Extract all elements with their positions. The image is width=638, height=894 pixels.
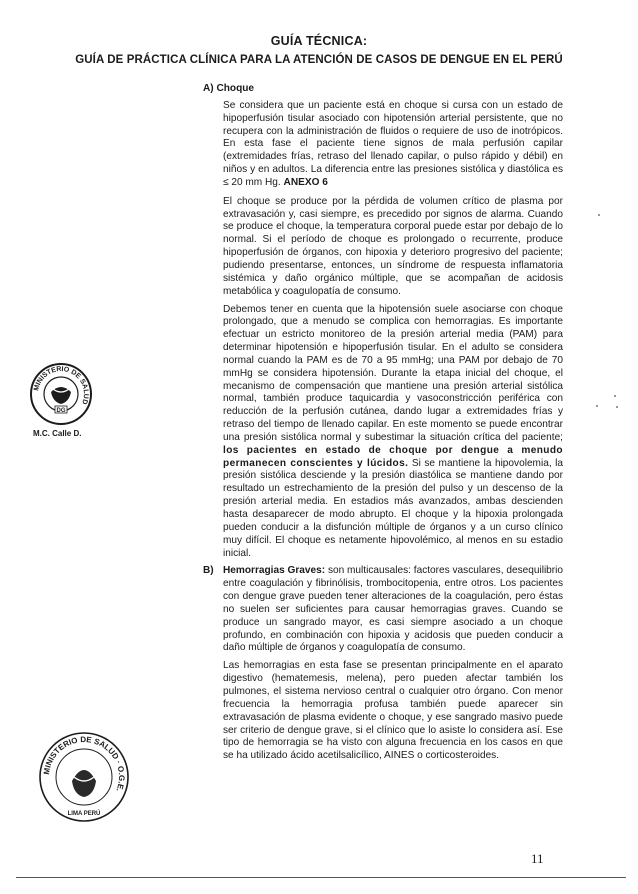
- ministry-stamp-top: [29, 362, 93, 426]
- section-b-paragraph-1: son multicausales: factores vasculares, desequilibrio entre coagulación y fibrinólisis, trombocitopenia, entre otros. Los pacientes con dengue grave pueden tener alteraciones de la coagulación, pero éstas no suelen ser suficientes para causar hemorragias graves. Cuando se produce un sangrado mayor, es casi siempre asociado a un choque profundo, en combinación con hipoxia y acidosis que pueden conducir a daño múltiple de órganos y coagulopatía de consumo.: [223, 565, 564, 654]
- annex-reference: ANEXO 6: [283, 176, 328, 188]
- section-a-paragraph-1-text: Se considera que un paciente está en choque si cursa con un estado de hipoperfusión tisular asociado con hipotensión arterial persistente, que no recupera con la administración de fluidos o requiere de uso de inotrópicos. En esta fase el paciente tiene signos de mala perfusión capilar (extremidades frías, retraso del llenado capilar, o pulso rápido y débil) en niños y en adultos. La diferencia entre las presiones sistólica y diastólica es ≤ 20 mm Hg.: [223, 99, 563, 188]
- svg-text:MINISTERIO DE SALUD · O.G.E.: MINISTERIO DE SALUD · O.G.E.: [41, 734, 127, 794]
- section-b-letter: B): [203, 565, 214, 577]
- document-header-subtitle: GUÍA DE PRÁCTICA CLÍNICA PARA LA ATENCIÓN DE CASOS DE DENGUE EN EL PERÚ: [75, 54, 563, 66]
- section-a-paragraph-2: El choque se produce por la pérdida de volumen crítico de plasma por extravasación y, casi siempre, es precedido por signos de alarma. Cuando se produce el choque, la temperatura corporal puede estar por debajo de lo normal. Si el período de choque es prolongado o recurrente, produce hipoperfusión de órganos, con hipoxia y deterioro progresivo del paciente; pudiendo presentarse, entonces, un síndrome de respuesta inflamatoria sistémica y daño orgánico múltiple, que se acompañan de acidosis metabólica y coagulopatía de consumo.: [223, 195, 563, 297]
- section-a-paragraph-3-emphasis: los pacientes en estado de choque por dengue a menudo permanecen conscientes y lúcidos.: [223, 444, 563, 469]
- section-a-paragraph-3-end: Si se mantiene la hipovolemia, la presión sistólica desciende y la presión diastólica se mantiene dando por resultado un estrechamiento de la presión del pulso y un descenso de la presión arterial media. En estadios más avanzados, ambas descienden hasta desaparecer de modo abrupto. El choque y la hipoxia prolongada pueden conducir a la disfunción múltiple de órganos y a un curso clínico muy difícil. El choque es netamente hipovolémico, al menos en su estadio inicial.: [223, 457, 563, 559]
- scan-speck: [598, 214, 600, 216]
- section-b-paragraph-2: Las hemorragias en esta fase se presentan principalmente en el aparato digestivo (hematemesis, melena), pero pueden afectar también los pulmones, el sistema nervioso central o cualquier otro órgano. Con menor frecuencia la hemorragia profusa también puede aparecer sin extravasación de plasma evidente o choque, y ese sangrado masivo puede ser criterio de dengue grave, si el clínico que lo asiste lo considera así. Ese tipo de hemorragia se ha visto con alguna frecuencia en los casos en que se ha utilizado ácido acetilsalicílico, AINES o corticosteroides.: [223, 660, 563, 762]
- scan-speck: [616, 406, 618, 408]
- svg-text:MINISTERIO DE SALUD: MINISTERIO DE SALUD: [33, 365, 90, 406]
- stamp-signature-label: M.C. Calle D.: [33, 429, 82, 438]
- scan-speck: [596, 405, 598, 407]
- document-header-title: GUÍA TÉCNICA:: [270, 34, 368, 48]
- page-number: 11: [531, 851, 544, 866]
- main-content: [203, 83, 563, 769]
- scan-speck: [614, 395, 616, 397]
- section-b: [203, 565, 563, 763]
- section-a-paragraph-1: [223, 100, 563, 190]
- section-a-paragraph-3-start: Debemos tener en cuenta que la hipotensión suele asociarse con choque prolongado, que a menudo se complica con hemorragias. Es importante efectuar un estricto monitoreo de la presión arterial media (PAM) para determinar hipotensión e hipoperfusión tisular. En el adulto se considera normal cuando la PAM es de 70 a 95 mmHg; una PAM por debajo de 70 mmHg se considera hipotensión. Durante la etapa inicial del choque, el mecanismo de compensación que mantiene una presión arterial sistólica normal, también produce taquicardia y vasoconstricción periférica con reducción de la perfusión cutánea, dando lugar a extremidades frías y retraso del tiempo de llenado capilar. En este momento se puede encontrar una presión sistólica normal y subestimar la situación crítica del paciente;: [223, 303, 563, 443]
- section-a-heading: A) Choque: [203, 83, 255, 94]
- section-a-paragraph-3: [223, 304, 563, 561]
- svg-text:LIMA PERÚ: LIMA PERÚ: [67, 811, 101, 817]
- section-b-heading: Hemorragias Graves:: [223, 565, 326, 577]
- section-b-body: [223, 565, 563, 763]
- ministry-stamp-bottom: [38, 731, 130, 823]
- svg-text:DG: DG: [56, 408, 66, 414]
- footer-divider: [16, 877, 626, 878]
